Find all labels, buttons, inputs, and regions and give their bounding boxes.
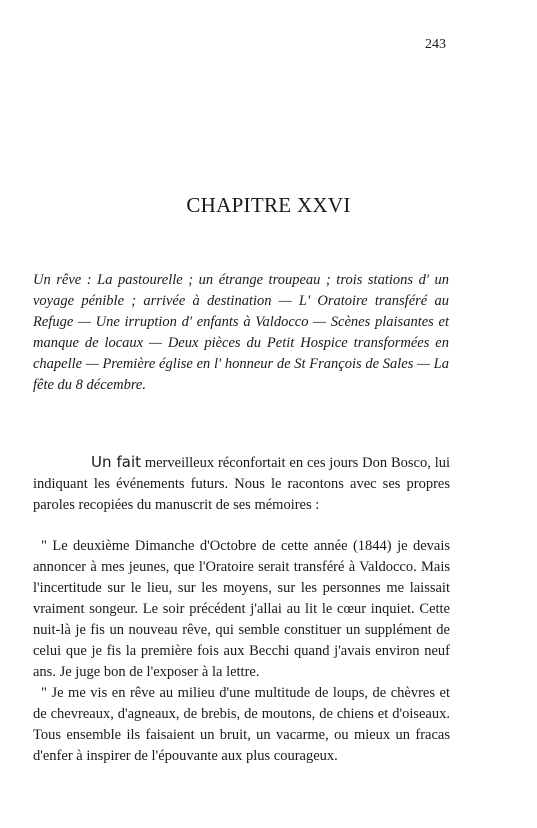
- quote-paragraph-1: " Le deuxième Dimanche d'Octobre de cette année (1844) je devais annoncer à mes jeunes, que l'Oratoire serait transféré à Valdocco. Mais l'incertitude sur le lieu, sur les moyens, sur les personnes me laissait vraiment songeur. Le soir précédent j'allai au lit le cœur inquiet. Cette nuit-là je fis un nouveau rêve, qui semble constituer un supplément de celui que je fis la première fois aux Becchi quand j'avais environ neuf ans. Je juge bon de l'exposer à la lettre.: [33, 538, 450, 680]
- intro-text: merveilleux réconfortait en ces jours Don Bosco, lui indiquant les événements futurs. Nous le racontons avec ses propres paroles recopiées du manuscrit de ses mémoires :: [33, 455, 450, 513]
- intro-paragraph: [33, 452, 450, 516]
- chapter-summary: Un rêve : La pastourelle ; un étrange troupeau ; trois stations d' un voyage pénible ; arrivée à destination — L' Oratoire transféré au Refuge — Une irruption d' enfants à Valdocco — Scènes plaisantes et manque de locaux — Deux pièces du Petit Hospice transformées en chapelle — Première église en l' honneur de St François de Sales — La fête du 8 décembre.: [33, 272, 449, 393]
- chapter-title: CHAPITRE XXVI: [186, 193, 351, 217]
- quote-paragraph-2: " Je me vis en rêve au milieu d'une multitude de loups, de chèvres et de chevreaux, d'agneaux, de brebis, de moutons, de chiens et d'oiseaux. Tous ensemble ils faisaient un bruit, un vacarme, ou mieux un fracas d'enfer à inspirer de l'épouvante aux plus courageux.: [33, 685, 450, 764]
- intro-lead-words: Un fait: [91, 453, 141, 471]
- page-number: 243: [425, 37, 446, 52]
